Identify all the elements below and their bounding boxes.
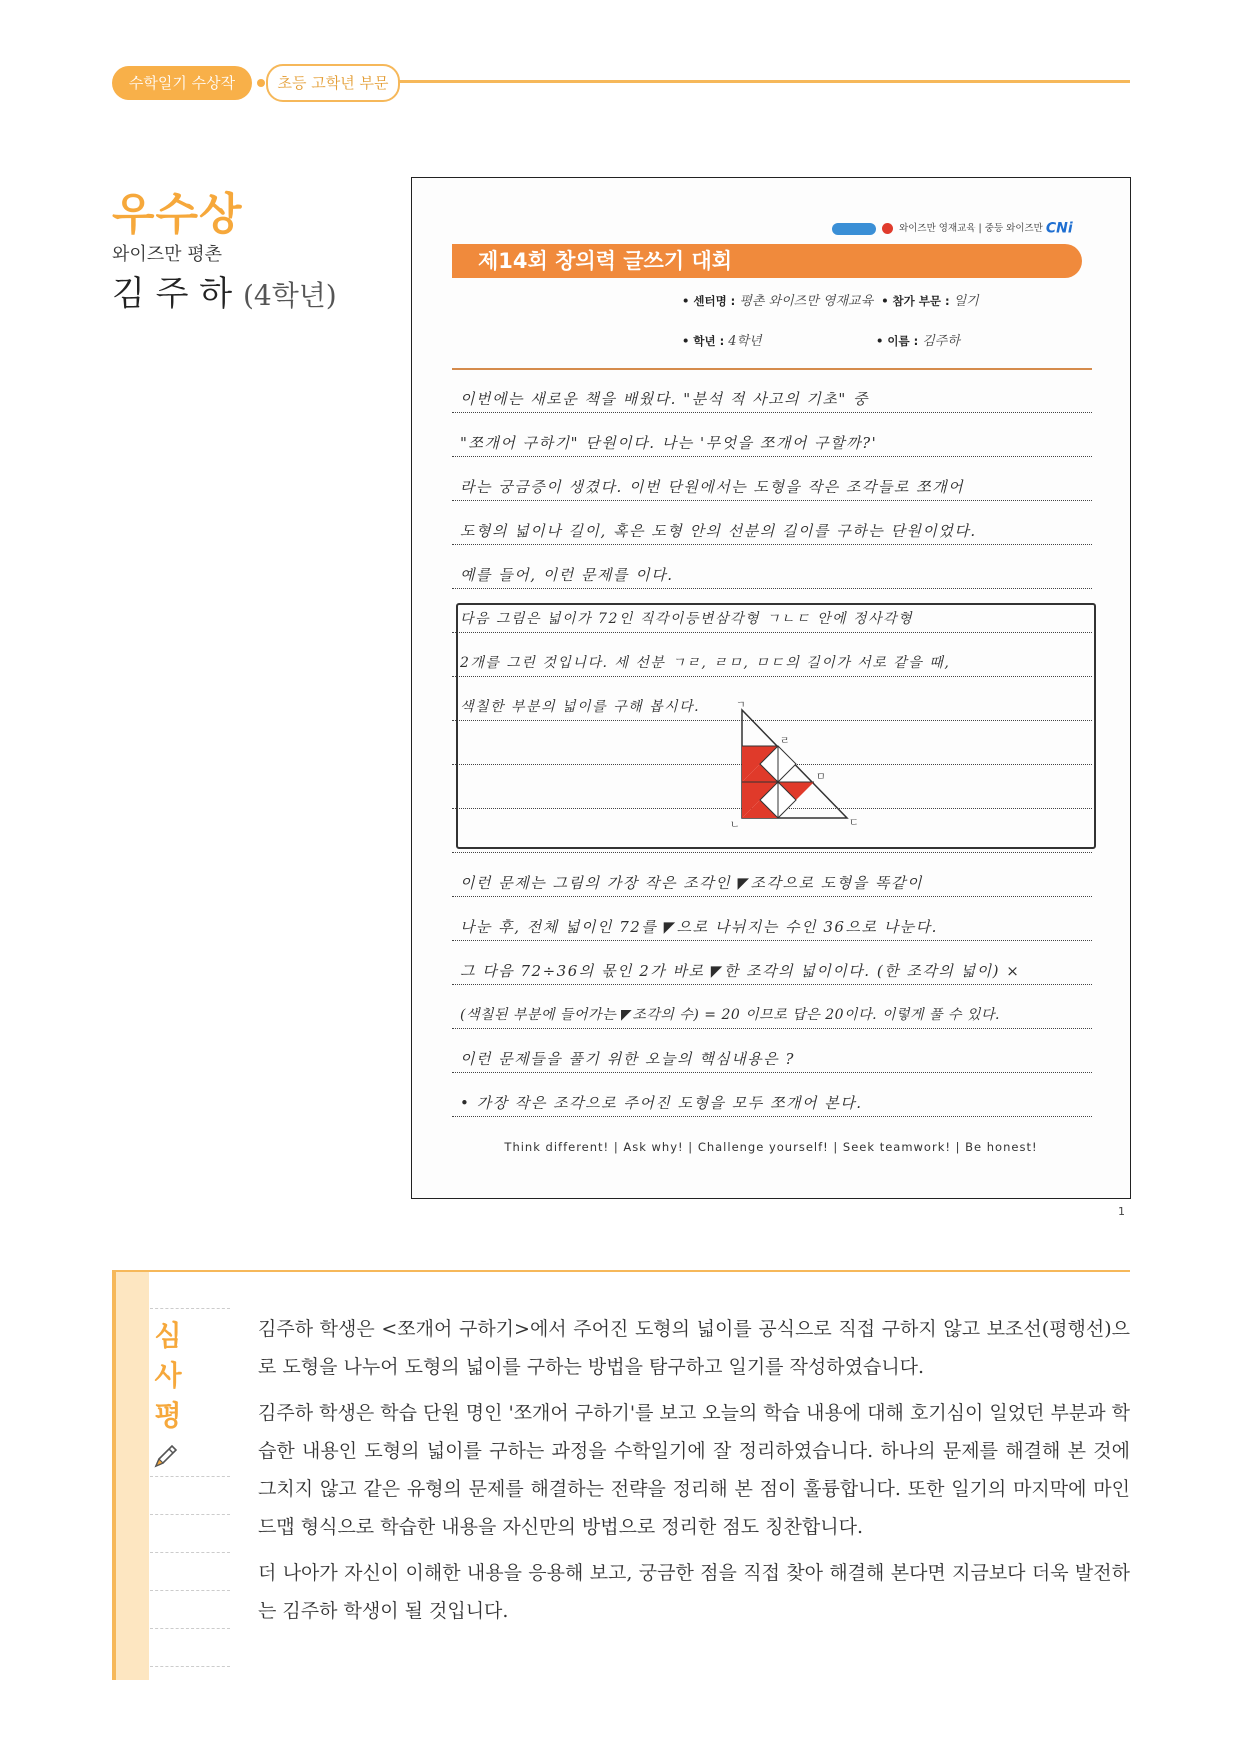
review-title: [150, 1316, 186, 1436]
school-name: 와이즈만 평촌: [112, 244, 223, 265]
solution-line: (색칠된 부분에 들어가는 ◤조각의 수) = 20 이므로 답은 20이다. 이렇게 풀 수 있다.: [460, 1007, 1000, 1023]
review-paragraph: 김주하 학생은 학습 단원 명인 '쪼개어 구하기'를 보고 오늘의 학습 내용에 대해 호기심이 일었던 부분과 학습한 내용인 도형의 넓이를 구하는 과정을 수학일기에 잘 정리하였습니다. 하나의 문제를 해결해 본 것에 그치지 않고 같은 유형의 문제를 해결하는 전략을 정리해 본 점이 훌륭합니다. 또한 일기의 마지막에 마인드맵 형식으로 학습한 내용을 자신만의 방법으로 정리한 점도 칭찬합니다.: [258, 1402, 1130, 1538]
diary-line: 이번에는 새로운 책을 배웠다. "분석 적 사고의 기초" 중: [460, 390, 870, 408]
review-side-stripe: [116, 1272, 149, 1680]
red-circle-logo-icon: [882, 223, 893, 234]
cni-logo: CNi: [1045, 220, 1073, 237]
review-title-char: 심: [154, 1319, 182, 1352]
info-grade: • 학년 : 4학년: [682, 334, 762, 349]
student-name-text: 김 주 하: [112, 274, 233, 314]
wiseman-logo-icon: [832, 223, 876, 235]
figure-label: ㄷ: [849, 818, 859, 829]
award-title: 우수상: [112, 189, 243, 240]
solution-line: • 가장 작은 조각으로 주어진 도형을 모두 쪼개어 본다.: [460, 1094, 863, 1112]
figure-label: ㄹ: [780, 736, 790, 747]
review-paragraph: 김주하 학생은 <쪼개어 구하기>에서 주어진 도형의 넓이를 공식으로 직접 구하지 않고 보조선(평행선)으로 도형을 나누어 도형의 넓이를 구하는 방법을 탐구하고 일기를 작성하였습니다.: [258, 1318, 1130, 1378]
diary-motto: Think different! | Ask why! | Challenge yourself! | Seek teamwork! | Be honest!: [504, 1140, 1038, 1154]
diary-top-rule: [452, 368, 1092, 370]
name-value: 김주하: [922, 334, 960, 349]
ruled-line: [452, 984, 1092, 985]
grade-value: 4학년: [728, 334, 762, 349]
review-title-char: 평: [154, 1399, 182, 1432]
diary-line: 라는 궁금증이 생겼다. 이번 단원에서는 도형을 작은 조각들로 쪼개어: [460, 478, 965, 496]
student-grade: (4학년): [242, 279, 337, 312]
contest-banner: 제14회 창의력 글쓰기 대회: [452, 244, 1082, 278]
ruled-line: [452, 940, 1092, 941]
logo-org2: 중등 와이즈만: [984, 223, 1043, 234]
review-top-rule: [112, 1270, 1130, 1272]
review-title-char: 사: [154, 1359, 182, 1392]
ruled-line: [452, 544, 1092, 545]
figure-label: ㄴ: [730, 820, 740, 831]
info-name: • 이름 : 김주하: [876, 334, 960, 349]
ruled-line: [452, 456, 1092, 457]
solution-line: 그 다음 72÷36의 몫인 2가 바로 ◤한 조각의 넓이이다. (한 조각의 넓이) ×: [460, 962, 1021, 980]
triangle-figure: [722, 698, 862, 838]
division-badge: 초등 고학년 부문: [266, 64, 400, 102]
side-dash: [150, 1666, 230, 1667]
diary-logos: 와이즈만 영재교육 | 중등 와이즈만 CNi: [832, 220, 1122, 238]
figure-label: ㄱ: [736, 700, 746, 711]
review-paragraph: 더 나아가 자신이 이해한 내용을 응용해 보고, 궁금한 점을 직접 찾아 해결해 본다면 지금보다 더욱 발전하는 김주하 학생이 될 것입니다.: [258, 1562, 1130, 1622]
side-dash: [150, 1590, 230, 1591]
review-text: [258, 1310, 1130, 1638]
logo-org1: 와이즈만 영재교육: [899, 223, 976, 234]
ruled-line: [452, 412, 1092, 413]
solution-line: 이런 문제는 그림의 가장 작은 조각인 ◤조각으로 도형을 똑같이: [460, 874, 923, 892]
problem-line: 다음 그림은 넓이가 72인 직각이등변삼각형 ㄱㄴㄷ 안에 정사각형: [460, 611, 914, 627]
part-value: 일기: [953, 294, 979, 309]
ruled-line: [452, 1028, 1092, 1029]
solution-line: 나눈 후, 전체 넓이인 72를 ◤으로 나뉘지는 수인 36으로 나눈다.: [460, 918, 938, 936]
category-badge: 수학일기 수상작: [112, 66, 252, 100]
page-number: 1: [1118, 1205, 1125, 1218]
ruled-line: [452, 1116, 1092, 1117]
center-value: 평촌 와이즈만 영재교육: [739, 294, 874, 309]
ruled-line: [452, 852, 1092, 853]
problem-line: 2개를 그린 것입니다. 세 선분 ㄱㄹ, ㄹㅁ, ㅁㄷ의 길이가 서로 같을 때,: [460, 655, 951, 671]
student-name: [112, 266, 337, 315]
side-dash: [150, 1476, 230, 1477]
problem-line: 색칠한 부분의 넓이를 구해 봅시다.: [460, 699, 701, 715]
diary-line: 예를 들어, 이런 문제를 이다.: [460, 566, 674, 584]
header-rule: [380, 80, 1130, 83]
diary-scan: [411, 177, 1131, 1199]
solution-line: 이런 문제들을 풀기 위한 오늘의 핵심내용은 ?: [460, 1050, 795, 1068]
side-dash: [150, 1308, 230, 1309]
header-dot: [257, 79, 265, 87]
ruled-line: [452, 500, 1092, 501]
diary-line: 도형의 넓이나 길이, 혹은 도형 안의 선분의 길이를 구하는 단원이었다.: [460, 522, 977, 540]
side-dash: [150, 1552, 230, 1553]
figure-label: ㅁ: [816, 772, 826, 783]
side-dash: [150, 1514, 230, 1515]
pencil-icon: [150, 1442, 180, 1472]
ruled-line: [452, 588, 1092, 589]
ruled-line: [452, 896, 1092, 897]
diary-line: "쪼개어 구하기" 단원이다. 나는 '무엇을 쪼개어 구할까?': [460, 434, 878, 452]
info-center: • 센터명 : 평촌 와이즈만 영재교육 • 참가 부문 : 일기: [682, 294, 979, 309]
side-dash: [150, 1628, 230, 1629]
ruled-line: [452, 1072, 1092, 1073]
